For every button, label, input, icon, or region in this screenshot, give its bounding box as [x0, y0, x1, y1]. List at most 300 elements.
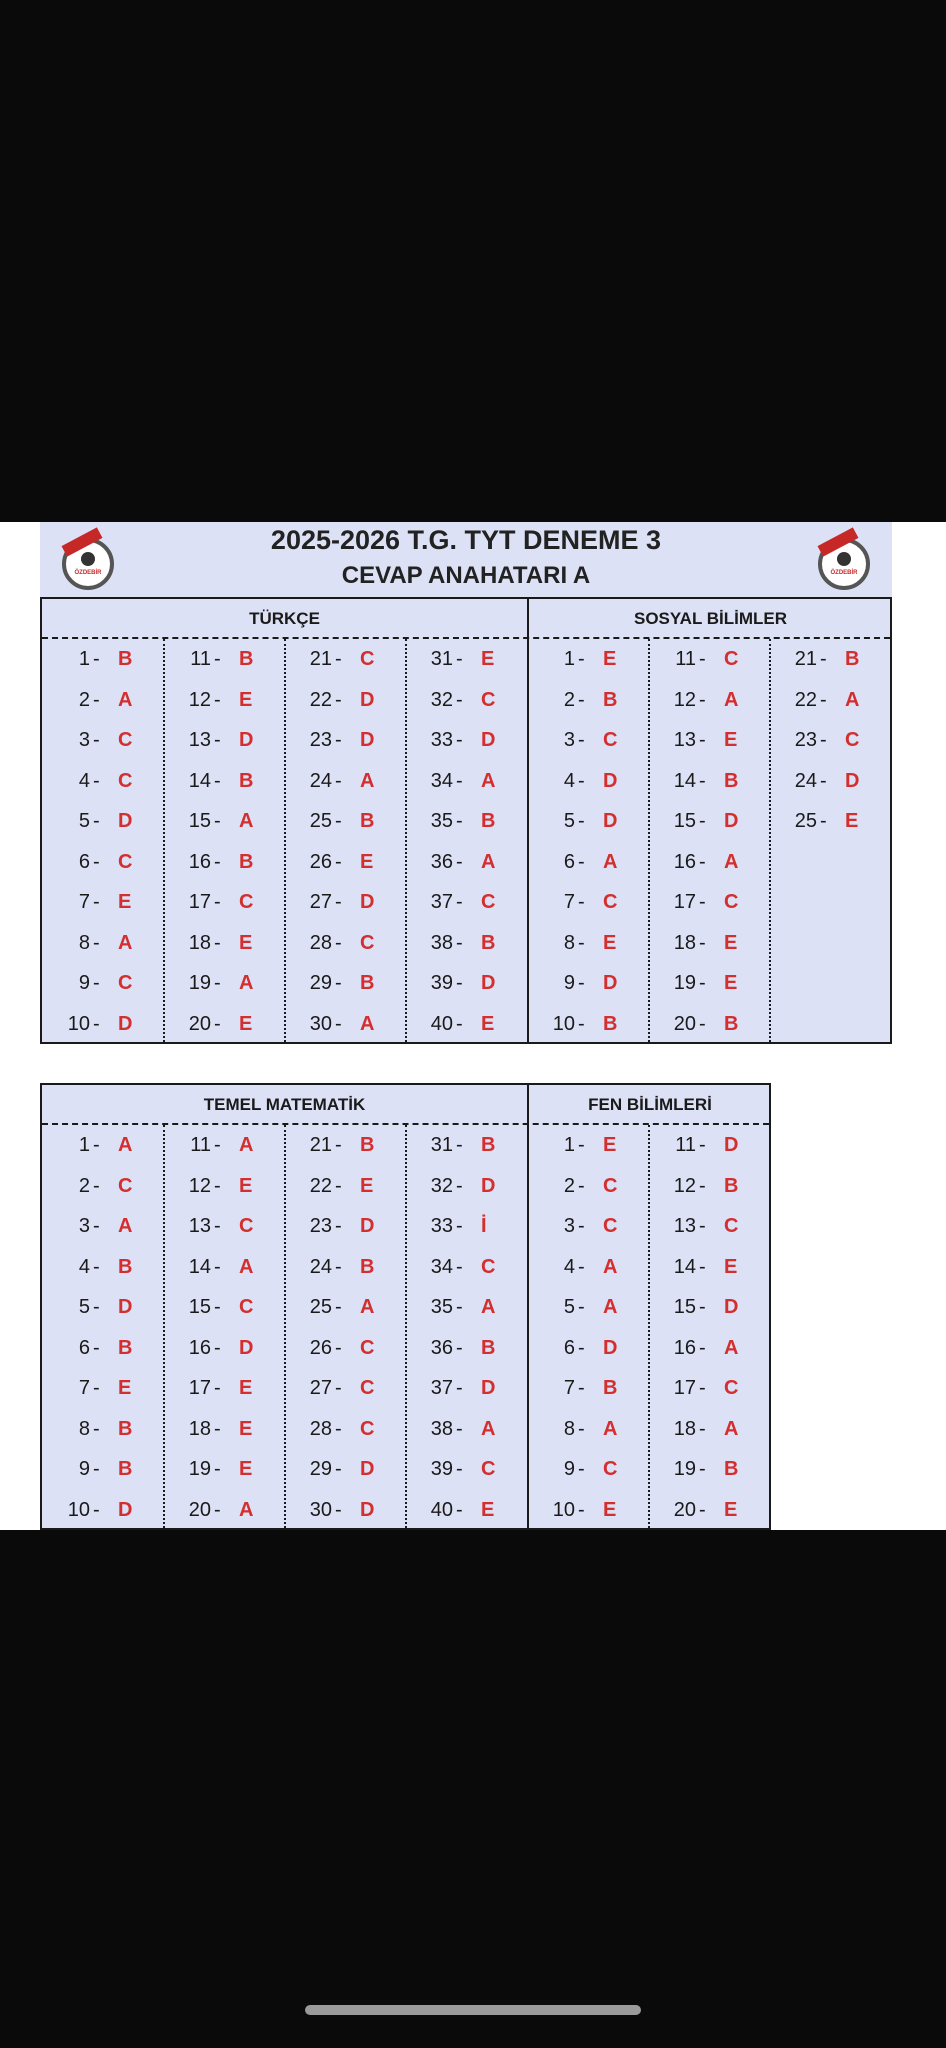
answer-item [405, 963, 525, 1004]
school-logo-left: ÖZDEBİR [62, 538, 114, 590]
answer-item [42, 720, 162, 761]
answer-letter: C [603, 1458, 618, 1480]
question-number: 2 [78, 688, 90, 711]
answer-letter: C [360, 1417, 375, 1440]
question-number: 13 [673, 1215, 696, 1237]
answer-letter: D [118, 1012, 133, 1035]
answer-item [163, 1328, 283, 1369]
separator: - [578, 1377, 585, 1399]
answer-item [405, 761, 525, 802]
question-number: 38 [430, 1417, 453, 1440]
answer-item [284, 963, 404, 1004]
separator: - [699, 648, 706, 670]
answer-item [163, 842, 283, 883]
question-number: 28 [309, 931, 332, 954]
answer-letter: D [481, 1174, 496, 1197]
question-number: 32 [430, 1174, 453, 1197]
separator: - [456, 729, 463, 751]
question-number: 19 [673, 972, 696, 994]
answer-letter: A [481, 1417, 496, 1440]
answer-letter: B [118, 1255, 133, 1278]
answer-item [648, 1490, 768, 1531]
separator: - [214, 1417, 221, 1440]
answer-letter: E [481, 648, 495, 670]
answer-item [527, 1206, 647, 1247]
question-number: 21 [309, 648, 332, 670]
separator: - [699, 1174, 706, 1197]
separator: - [214, 931, 221, 954]
separator: - [335, 931, 342, 954]
question-number: 1 [563, 1134, 575, 1156]
answer-item [163, 963, 283, 1004]
answer-letter: D [603, 810, 618, 832]
answer-item [163, 923, 283, 964]
answer-item [163, 1409, 283, 1450]
answer-key-document [0, 522, 946, 1530]
answer-item [405, 1125, 525, 1166]
answer-item [405, 842, 525, 883]
answer-letter: B [360, 1134, 375, 1156]
question-number: 6 [78, 1336, 90, 1359]
question-number: 1 [78, 1134, 90, 1156]
question-number: 3 [78, 1215, 90, 1237]
question-number: 36 [430, 850, 453, 873]
question-number: 21 [794, 648, 817, 670]
question-number: 40 [430, 1012, 453, 1035]
answer-item [648, 1206, 768, 1247]
separator: - [214, 688, 221, 711]
separator: - [93, 769, 100, 792]
question-number: 27 [309, 891, 332, 913]
answer-letter: D [118, 1498, 133, 1521]
answer-item [42, 882, 162, 923]
separator: - [456, 972, 463, 994]
answer-item [405, 923, 525, 964]
separator: - [699, 769, 706, 792]
separator: - [335, 1134, 342, 1156]
question-number: 26 [309, 850, 332, 873]
answer-letter: D [603, 1336, 618, 1359]
answer-letter: E [360, 1174, 374, 1197]
answer-item [163, 801, 283, 842]
question-number: 9 [563, 972, 575, 994]
separator: - [214, 972, 221, 994]
question-number: 23 [309, 1215, 332, 1237]
answer-item [284, 1206, 404, 1247]
separator: - [456, 769, 463, 792]
answer-item [42, 680, 162, 721]
answer-letter: C [603, 729, 618, 751]
answer-item [405, 680, 525, 721]
answer-letter: E [481, 1012, 495, 1035]
answer-letter: A [845, 688, 860, 711]
question-number: 18 [188, 931, 211, 954]
answer-item [648, 639, 768, 680]
separator: - [335, 1417, 342, 1440]
answer-letter: E [239, 931, 253, 954]
answer-item [405, 1449, 525, 1490]
question-number: 7 [563, 1377, 575, 1399]
question-number: 20 [673, 1012, 696, 1035]
separator: - [214, 1336, 221, 1359]
separator: - [456, 1336, 463, 1359]
question-number: 7 [563, 891, 575, 913]
answer-letter: B [360, 1255, 375, 1278]
answer-letter: E [239, 688, 253, 711]
answer-item [42, 1409, 162, 1450]
section-title-turkce: TÜRKÇE [249, 609, 320, 628]
answer-item [648, 761, 768, 802]
question-number: 4 [78, 769, 90, 792]
answer-item [527, 1409, 647, 1450]
answer-item [405, 639, 525, 680]
question-number: 15 [673, 1296, 696, 1318]
separator: - [335, 810, 342, 832]
answer-item [163, 1368, 283, 1409]
answer-letter: B [724, 1174, 739, 1197]
question-number: 16 [673, 850, 696, 873]
question-number: 10 [67, 1498, 90, 1521]
answer-item [648, 1449, 768, 1490]
answer-item [284, 801, 404, 842]
separator: - [335, 850, 342, 873]
answer-letter: E [724, 972, 738, 994]
answer-letter: C [481, 891, 496, 913]
separator: - [699, 850, 706, 873]
separator: - [699, 1377, 706, 1399]
answer-item [648, 1328, 768, 1369]
separator: - [456, 810, 463, 832]
table-matematik-fen [40, 1083, 771, 1530]
question-number: 3 [78, 729, 90, 751]
answer-item [527, 1287, 647, 1328]
separator: - [699, 1498, 706, 1521]
answer-letter: A [360, 1012, 375, 1035]
answer-item [527, 1247, 647, 1288]
separator: - [820, 648, 827, 670]
question-number: 24 [309, 1255, 332, 1278]
answer-item [648, 680, 768, 721]
answer-letter: B [118, 648, 133, 670]
answer-letter: D [360, 688, 375, 711]
answer-item [284, 1368, 404, 1409]
question-number: 18 [188, 1417, 211, 1440]
question-number: 5 [563, 810, 575, 832]
answer-item [648, 1409, 768, 1450]
separator: - [93, 729, 100, 751]
question-number: 35 [430, 810, 453, 832]
separator: - [335, 648, 342, 670]
answer-item [284, 639, 404, 680]
answer-item [42, 1490, 162, 1531]
answer-letter: C [360, 648, 375, 670]
answer-item [42, 639, 162, 680]
question-number: 21 [309, 1134, 332, 1156]
separator: - [456, 1377, 463, 1399]
separator: - [214, 1134, 221, 1156]
answer-letter: E [845, 810, 859, 832]
separator: - [456, 1498, 463, 1521]
question-number: 20 [188, 1498, 211, 1521]
separator: - [214, 648, 221, 670]
answer-letter: A [239, 1255, 254, 1278]
separator: - [214, 891, 221, 913]
answer-letter: B [603, 1377, 618, 1399]
answer-item [527, 680, 647, 721]
answer-letter: C [603, 1174, 618, 1197]
answer-letter: A [603, 1296, 618, 1318]
answer-item [163, 761, 283, 802]
answer-item [42, 923, 162, 964]
answer-item [284, 1328, 404, 1369]
separator: - [93, 931, 100, 954]
answer-item [405, 1368, 525, 1409]
answer-item [163, 1490, 283, 1531]
answer-letter: C [360, 1336, 375, 1359]
separator: - [578, 1255, 585, 1278]
answer-letter: C [239, 1296, 254, 1318]
answer-letter: D [118, 1296, 133, 1318]
answer-letter: E [118, 1377, 132, 1399]
question-number: 16 [188, 850, 211, 873]
separator: - [456, 850, 463, 873]
separator: - [214, 729, 221, 751]
answer-letter: B [360, 972, 375, 994]
answer-letter: A [481, 850, 496, 873]
answer-letter: E [239, 1377, 253, 1399]
separator: - [335, 972, 342, 994]
question-number: 24 [309, 769, 332, 792]
question-number: 8 [78, 1417, 90, 1440]
separator: - [699, 1215, 706, 1237]
question-number: 2 [563, 1174, 575, 1197]
answer-letter: D [603, 769, 618, 792]
answer-letter: B [118, 1458, 133, 1480]
answer-item [284, 1004, 404, 1045]
answer-letter: B [724, 769, 739, 792]
question-number: 34 [430, 769, 453, 792]
separator: - [699, 1417, 706, 1440]
separator: - [699, 972, 706, 994]
separator: - [699, 1255, 706, 1278]
question-number: 39 [430, 1458, 453, 1480]
separator: - [335, 1377, 342, 1399]
separator: - [214, 1174, 221, 1197]
answer-letter: A [481, 1296, 496, 1318]
question-number: 33 [430, 1215, 453, 1237]
question-number: 27 [309, 1377, 332, 1399]
question-number: 17 [188, 1377, 211, 1399]
answer-letter: A [360, 1296, 375, 1318]
answer-letter: C [724, 648, 739, 670]
answer-letter: A [239, 1134, 254, 1156]
question-number: 20 [188, 1012, 211, 1035]
answer-letter: B [239, 648, 254, 670]
home-indicator[interactable] [305, 2005, 641, 2015]
separator: - [456, 891, 463, 913]
answer-item [284, 923, 404, 964]
answer-letter: A [724, 1417, 739, 1440]
answer-letter: C [118, 972, 133, 994]
question-number: 31 [430, 1134, 453, 1156]
question-number: 38 [430, 931, 453, 954]
answer-letter: A [118, 931, 133, 954]
answer-item [163, 1287, 283, 1328]
question-number: 11 [190, 1134, 211, 1156]
answer-item [163, 1206, 283, 1247]
separator: - [578, 1498, 585, 1521]
answer-letter: E [239, 1174, 253, 1197]
answer-letter: B [481, 931, 496, 954]
question-number: 3 [563, 729, 575, 751]
separator: - [578, 891, 585, 913]
question-number: 36 [430, 1336, 453, 1359]
question-number: 5 [563, 1296, 575, 1318]
answer-letter: C [724, 1215, 739, 1237]
separator: - [456, 1417, 463, 1440]
separator: - [456, 1296, 463, 1318]
separator: - [335, 769, 342, 792]
separator: - [93, 1174, 100, 1197]
answer-item [284, 720, 404, 761]
answer-item [405, 1004, 525, 1045]
answer-item [769, 639, 889, 680]
answer-letter: E [724, 1255, 738, 1278]
question-number: 35 [430, 1296, 453, 1318]
question-number: 17 [188, 891, 211, 913]
answer-letter: D [481, 972, 496, 994]
separator: - [578, 972, 585, 994]
answer-item [405, 1166, 525, 1207]
answer-item [405, 1328, 525, 1369]
separator: - [578, 729, 585, 751]
answer-letter: B [360, 810, 375, 832]
answer-item [405, 1490, 525, 1531]
question-number: 28 [309, 1417, 332, 1440]
answer-item [42, 801, 162, 842]
question-number: 32 [430, 688, 453, 711]
question-number: 18 [673, 931, 696, 954]
separator: - [578, 1417, 585, 1440]
separator: - [578, 1134, 585, 1156]
separator: - [699, 1134, 706, 1156]
question-number: 3 [563, 1215, 575, 1237]
answer-item [42, 1166, 162, 1207]
question-number: 6 [563, 1336, 575, 1359]
separator: - [699, 810, 706, 832]
answer-letter: A [724, 850, 739, 873]
answer-letter: B [603, 1012, 618, 1035]
separator: - [335, 1174, 342, 1197]
section-title-sosyal: SOSYAL BİLİMLER [633, 609, 788, 628]
separator: - [456, 648, 463, 670]
answer-item [163, 1166, 283, 1207]
answer-item [163, 680, 283, 721]
answer-item [163, 882, 283, 923]
answer-item [42, 1287, 162, 1328]
answer-letter: D [360, 1498, 375, 1521]
answer-letter: E [360, 850, 374, 873]
answer-letter: A [603, 1255, 618, 1278]
question-number: 25 [309, 1296, 332, 1318]
question-number: 5 [78, 1296, 90, 1318]
separator: - [335, 1215, 342, 1237]
separator: - [820, 729, 827, 751]
separator: - [456, 931, 463, 954]
answer-item [527, 882, 647, 923]
answer-letter: D [724, 1296, 739, 1318]
separator: - [456, 1012, 463, 1035]
answer-letter: D [239, 729, 254, 751]
answer-item [527, 842, 647, 883]
question-number: 37 [430, 891, 453, 913]
separator: - [578, 810, 585, 832]
answer-item [42, 761, 162, 802]
question-number: 6 [78, 850, 90, 873]
answer-letter: C [603, 891, 618, 913]
answer-letter: A [481, 769, 496, 792]
answer-item [42, 1328, 162, 1369]
answer-item [405, 720, 525, 761]
answer-letter: A [360, 769, 375, 792]
separator: - [93, 1336, 100, 1359]
question-number: 5 [78, 810, 90, 832]
answer-item [42, 1449, 162, 1490]
question-number: 30 [309, 1012, 332, 1035]
table-turkce-sosyal [40, 597, 892, 1044]
answer-letter: C [845, 729, 860, 751]
answer-letter: A [724, 688, 739, 711]
question-number: 12 [188, 688, 211, 711]
answer-item [42, 963, 162, 1004]
answer-item [527, 923, 647, 964]
answer-item [284, 1166, 404, 1207]
question-number: 24 [794, 769, 817, 792]
exam-title: 2025-2026 T.G. TYT DENEME 3 [270, 525, 662, 555]
question-number: 11 [675, 648, 696, 670]
question-number: 10 [552, 1012, 575, 1035]
question-number: 16 [188, 1336, 211, 1359]
question-number: 15 [188, 810, 211, 832]
answer-item [42, 1125, 162, 1166]
answer-item [648, 1125, 768, 1166]
separator: - [93, 850, 100, 873]
separator: - [699, 1296, 706, 1318]
separator: - [93, 891, 100, 913]
question-number: 14 [673, 1255, 696, 1278]
answer-letter: E [603, 931, 617, 954]
answer-item [163, 1125, 283, 1166]
answer-letter: D [239, 1336, 254, 1359]
answer-item [648, 1368, 768, 1409]
answer-item [163, 639, 283, 680]
answer-letter: B [239, 850, 254, 873]
answer-item [284, 761, 404, 802]
question-number: 29 [309, 1458, 332, 1480]
answer-letter: B [603, 688, 618, 711]
answer-item [284, 1490, 404, 1531]
answer-item [648, 1004, 768, 1045]
separator: - [214, 1296, 221, 1318]
answer-letter: A [603, 850, 618, 873]
answer-item [42, 1247, 162, 1288]
separator: - [214, 1458, 221, 1480]
answer-item [648, 882, 768, 923]
separator: - [578, 1296, 585, 1318]
answer-letter: D [724, 810, 739, 832]
answer-item [769, 680, 889, 721]
answer-letter: B [481, 810, 496, 832]
